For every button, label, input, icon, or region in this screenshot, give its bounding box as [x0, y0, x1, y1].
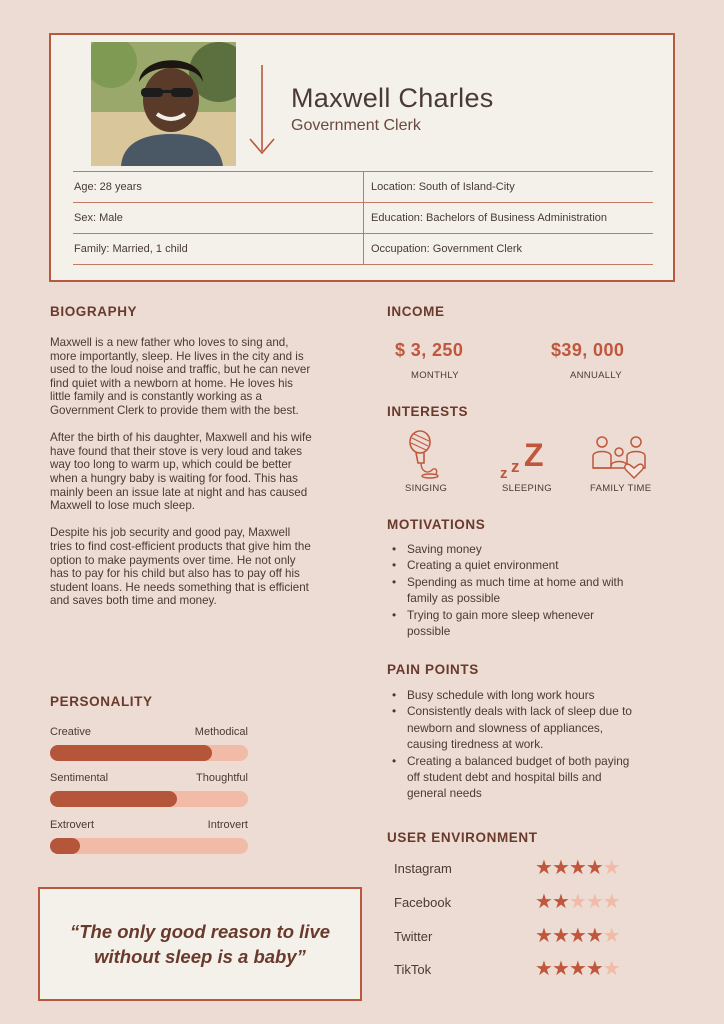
trait-right-label: Thoughtful [196, 772, 248, 784]
biography-paragraph: After the birth of his daughter, Maxwell and his wife have found that their stove is very loud and takes way too long to warm up, which could be better when a hungry baby is waiting for food. This has mainly been an issue late at night and has caused Maxwell to lose much sleep. [50, 431, 312, 513]
trait-slider-extrovert [50, 819, 248, 854]
trait-left-label: Extrovert [50, 819, 95, 831]
star-filled-icon: ★ [535, 891, 552, 913]
trait-right-label: Methodical [194, 726, 248, 738]
profile-info-table [73, 171, 653, 265]
trait-right-label: Introvert [207, 819, 248, 831]
rating-stars [535, 858, 620, 878]
interest-label: SINGING [405, 483, 448, 494]
star-empty-icon: ★ [602, 958, 620, 980]
biography-paragraph: Despite his job security and good pay, Maxwell tries to find cost-efficient products that give him the option to make payments over time. He not only has to pay for his child but also has to pay off his student loans. He needs something that is efficient and saves both time and money. [50, 526, 311, 608]
platform-name: Twitter [394, 929, 433, 944]
profile-name: Maxwell Charles [291, 83, 494, 113]
zzz-icon [498, 434, 550, 480]
income-annual-value: $39, 000 [551, 340, 625, 360]
info-row [73, 203, 653, 234]
star-filled-icon: ★ [535, 958, 552, 980]
profile-photo [91, 42, 236, 166]
trait-slider-sentimental [50, 772, 248, 807]
arrow-down-icon [247, 63, 277, 155]
platform-name: Facebook [394, 895, 452, 910]
star-filled-icon: ★ [568, 857, 586, 879]
income-monthly-label: MONTHLY [411, 370, 459, 381]
star-empty-icon: ★ [568, 891, 586, 913]
biography-text [50, 336, 315, 621]
list-item: • Spending as much time at home and with family as possible [387, 574, 627, 607]
svg-text:z: z [500, 465, 508, 480]
info-age: Age: 28 years [74, 181, 142, 193]
profile-role: Government Clerk [291, 117, 421, 134]
biography-paragraph: Maxwell is a new father who loves to sing and, more importantly, sleep. He lives in the city and is used to the loud noise and traffic, but he can never find quiet with a newborn at home. He loves his little family and is constantly working as a Government Clerk to provide them with the best. [50, 336, 311, 417]
info-education: Education: Bachelors of Business Administration [363, 203, 653, 233]
star-filled-icon: ★ [551, 891, 569, 913]
list-item: • Creating a quiet environment [387, 557, 627, 573]
svg-text:z: z [511, 457, 520, 476]
star-empty-icon: ★ [602, 857, 620, 879]
star-filled-icon: ★ [585, 925, 603, 947]
info-location: Location: South of Island-City [363, 172, 653, 202]
star-empty-icon: ★ [585, 891, 603, 913]
trait-track [50, 838, 248, 854]
motivations-list [387, 541, 627, 639]
info-family: Family: Married, 1 child [74, 243, 188, 255]
income-annual-label: ANNUALLY [570, 370, 622, 381]
pain-points-list [387, 687, 637, 802]
motivations-heading: MOTIVATIONS [387, 517, 486, 532]
income-heading: INCOME [387, 304, 445, 319]
star-filled-icon: ★ [568, 958, 586, 980]
star-filled-icon: ★ [551, 857, 569, 879]
portrait-image [91, 42, 236, 166]
trait-left-label: Creative [50, 726, 91, 738]
list-item: • Consistently deals with lack of sleep due to newborn and slowness of appliances, causing tiredness at work. [387, 703, 637, 752]
star-filled-icon: ★ [551, 958, 569, 980]
biography-heading: BIOGRAPHY [50, 304, 138, 319]
income-monthly-value: $ 3, 250 [395, 340, 464, 360]
rating-stars [535, 959, 620, 979]
star-filled-icon: ★ [551, 925, 569, 947]
user-environment-heading: USER ENVIRONMENT [387, 830, 538, 845]
list-item: • Busy schedule with long work hours [387, 687, 637, 703]
quote-box [38, 887, 362, 1001]
microphone-icon [402, 430, 442, 480]
trait-left-label: Sentimental [50, 772, 109, 784]
pain-points-heading: PAIN POINTS [387, 662, 479, 677]
list-item: • Trying to gain more sleep whenever possible [387, 607, 627, 640]
platform-name: Instagram [394, 861, 452, 876]
trait-fill [50, 838, 80, 854]
info-row [73, 172, 653, 203]
rating-stars [535, 892, 620, 912]
star-filled-icon: ★ [568, 925, 586, 947]
info-occupation: Occupation: Government Clerk [363, 234, 653, 264]
info-sex: Sex: Male [74, 212, 123, 224]
personality-heading: PERSONALITY [50, 694, 153, 709]
interest-label: SLEEPING [502, 483, 552, 494]
trait-fill [50, 791, 177, 807]
interest-label: FAMILY TIME [590, 483, 652, 494]
interests-heading: INTERESTS [387, 404, 469, 419]
rating-stars [535, 926, 620, 946]
trait-slider-creative [50, 726, 248, 761]
quote-text: “The only good reason to live without sleep is a baby” [69, 921, 331, 967]
list-item: • Creating a balanced budget of both paying off student debt and hospital bills and general needs [387, 753, 637, 802]
family-icon [591, 434, 649, 480]
trait-track [50, 745, 248, 761]
star-filled-icon: ★ [585, 857, 603, 879]
star-empty-icon: ★ [602, 891, 620, 913]
platform-name: TikTok [394, 962, 432, 977]
star-empty-icon: ★ [602, 925, 620, 947]
profile-card [49, 33, 675, 282]
info-row [73, 234, 653, 265]
list-item: • Saving money [387, 541, 627, 557]
trait-track [50, 791, 248, 807]
svg-text:Z: Z [524, 437, 544, 473]
star-filled-icon: ★ [535, 857, 552, 879]
star-filled-icon: ★ [535, 925, 552, 947]
trait-fill [50, 745, 212, 761]
star-filled-icon: ★ [585, 958, 603, 980]
